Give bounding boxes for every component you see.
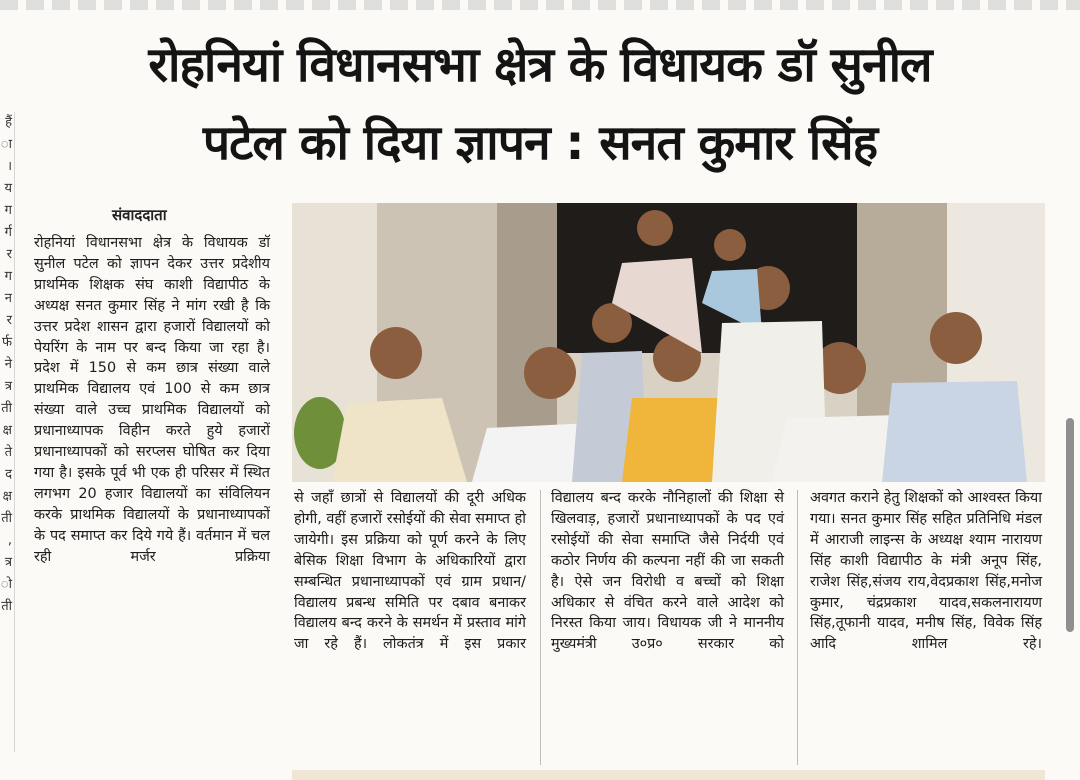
left-fragment-glyph: हैं — [5, 115, 12, 130]
left-fragment-glyph: र्ग — [4, 225, 12, 240]
previous-article-strip — [0, 0, 1080, 10]
left-fragment-glyph: ग — [4, 203, 12, 218]
left-fragment-glyph: क्ष — [2, 423, 12, 438]
headline — [20, 26, 1060, 182]
group-photo — [292, 203, 1045, 482]
bottom-ad-strip — [292, 770, 1045, 780]
article-column-3 — [551, 488, 784, 655]
left-fragment-glyph: र — [6, 313, 12, 328]
left-fragment-glyph: द — [5, 467, 12, 482]
left-fragment-glyph: त्र — [4, 555, 12, 570]
left-fragment-glyph: ते — [4, 445, 12, 460]
left-fragment-glyph: ती — [1, 401, 12, 416]
column-3-text: विद्यालय बन्द करके नौनिहालों की शिक्षा से खिलवाड़, हजारों प्रधानाध्यापकों के पद एवं रसोईयों की सेवा समाप्ति जैसे निर्दयी एवं कठोर निर्णय की कल्पना नहीं की जा सकती है। ऐसे जन विरोधी व बच्चों को शिक्षा अधिकार से वंचित करने वाले आदेश को निरस्त किया जाय। विधायक जी ने माननीय मुख्यमंत्री उ०प्र० सरकार को — [551, 490, 784, 653]
article-column-4 — [810, 488, 1042, 655]
headline-line-2: पटेल को दिया ज्ञापन : सनत कुमार सिंह — [202, 115, 878, 171]
left-fragment-glyph: , — [7, 533, 12, 548]
left-fragment-glyph: ती — [1, 599, 12, 614]
left-fragment-glyph: ती — [1, 511, 12, 526]
left-fragment-glyph: ा — [0, 137, 12, 152]
headline-line-1: रोहनियां विधानसभा क्षेत्र के विधायक डॉ सुनील — [148, 37, 932, 93]
left-fragment-glyph: न — [4, 291, 12, 306]
left-fragment-glyph: क्ष — [2, 489, 12, 504]
left-fragment-glyph: र्फ — [1, 335, 12, 350]
byline: संवाददाता — [112, 206, 167, 224]
column-1-text: रोहनियां विधानसभा क्षेत्र के विधायक डॉ सुनील पटेल को ज्ञापन देकर उत्तर प्रदेशीय प्राथमिक शिक्षक संघ काशी विद्यापीठ के अध्यक्ष सनत कुमार सिंह ने मांग रखी है कि उत्तर प्रदेश शासन द्वारा हजारों विद्यालयों को पेयरिंग के नाम पर बन्द किया जा रहा है। प्रदेश में 150 से कम छात्र संख्या वाले प्राथमिक विद्यालय एवं 100 से कम छात्र संख्या वाले उच्च प्राथमिक विद्यालयों को प्रधानाध्यापक विहीन करते हुये हजारों प्रधानाध्यापकों को सरप्लस घोषित कर दिया गया है। इसके पूर्व भी एक ही परिसर में स्थित लगभग 20 हजार विद्यालयों का संविलियन करके प्राथमिक विद्यालयों के प्रधानाध्यापकों के पद समाप्त कर दिये गये हैं। वर्तमान में चल रही मर्जर प्रक्रिया — [34, 235, 270, 565]
left-column-fragment — [0, 112, 15, 752]
column-divider — [540, 490, 541, 765]
left-fragment-glyph: ने — [4, 357, 12, 372]
left-fragment-glyph: ग — [4, 269, 12, 284]
left-fragment-glyph: । — [7, 159, 12, 174]
left-fragment-glyph: ो — [0, 577, 12, 592]
left-fragment-glyph: त्र — [4, 379, 12, 394]
column-divider — [797, 490, 798, 765]
column-4-text: अवगत कराने हेतु शिक्षकों को आश्वस्त किया गया। सनत कुमार सिंह सहित प्रतिनिधि मंडल में आराजी लाइन्स के अध्यक्ष श्याम नारायण सिंह काशी विद्यापीठ के मंत्री अनूप सिंह, राजेश सिंह,संजय राय,वेदप्रकाश सिंह,मनोज कुमार, चंद्रप्रकाश यादव,सकलनारायण सिंह,तूफानी यादव, मनीष सिंह, विवेक सिंह आदि शामिल रहे। — [810, 490, 1042, 653]
column-2-text: से जहाँ छात्रों से विद्यालयों की दूरी अधिक होगी, वहीं हजारों रसोईयों की सेवा समाप्त हो जायेगी। इस प्रक्रिया को पूर्ण करने के लिए बेसिक शिक्षा विभाग के अधिकारियों द्वारा सम्बन्धित प्रधानाध्यापकों एवं ग्राम प्रधान/विद्यालय प्रबन्ध समिति पर दबाव बनाकर विद्यालय बन्द करने के समर्थन में प्रस्ताव मांगे जा रहे हैं। लोकतंत्र में इस प्रकार — [294, 490, 526, 653]
group-photo-icon — [292, 203, 1045, 482]
scrollbar[interactable] — [1066, 418, 1074, 632]
left-fragment-glyph: य — [4, 181, 12, 196]
article-column-1 — [34, 233, 270, 568]
left-fragment-glyph: र — [6, 247, 12, 262]
article-column-2 — [294, 488, 526, 655]
